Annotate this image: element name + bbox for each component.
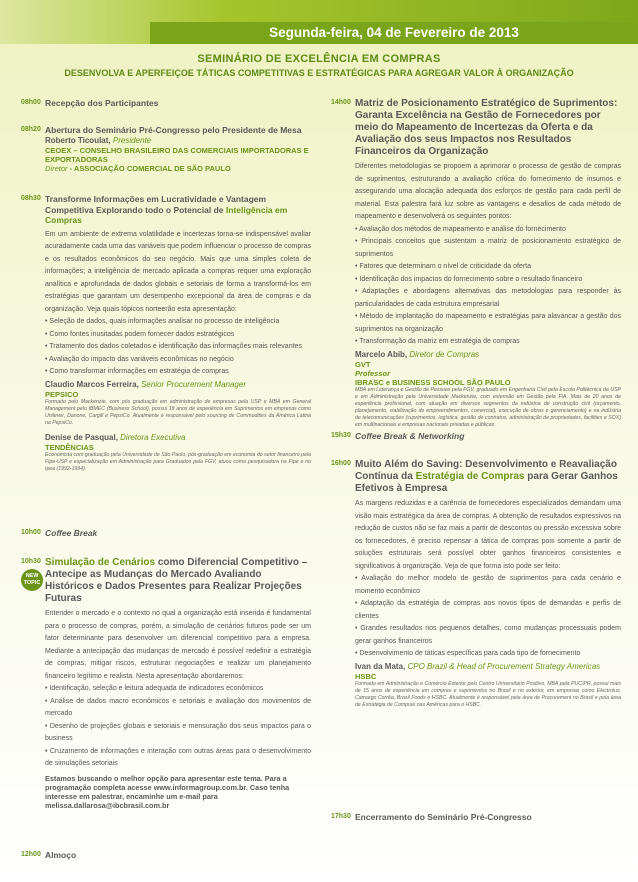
session-reception (21, 98, 311, 109)
session-title: Matriz de Posicionamento Estratégico de Suprimentos: Garanta Excelência na Gestão de Fornecedores por meio do Mapeamento de Incertezas da Oferta e da Avaliação dos seus Impactos nos Resultados Financeiros da Organização (355, 98, 618, 157)
bullet-item: • Principais conceitos que sustentam a matriz de posicionamento estratégico de suprimentos (355, 238, 621, 258)
session-time: 15h30 (331, 432, 351, 439)
bullet-item: • Método de implantação do mapeamento e estratégias para alavancar a gestão dos suprimentos na organização (355, 313, 621, 333)
speaker-name: Denise de Pasqual, (45, 432, 118, 442)
session-opening (21, 125, 311, 173)
bullet-item: • Cruzamento de informações e interação com outras áreas para o desenvolvimento de simulações setoriais (45, 747, 311, 767)
session-coffee-networking (331, 431, 621, 442)
bullet-item: • Como transformar informações em estratégia de compras (45, 368, 229, 375)
session-text: As margens reduzidas e a carência de fornecedores especializados demandam uma visão mais estratégica da área de compras. A obtenção de resultados expressivos na redução de custos não se faz mais a partir de descontos ou pressão excessiva sobre os fornecedores, é preciso repensar a tática de compras pois somente a partir de soluções estruturais será possível obter ganhos financeiros consistentes e significativos à organização. Veja de que forma isto pode ser feito: (355, 500, 621, 570)
bullet-item: • Identificação dos impactos do fornecimento sobre o resultado financeiro (355, 275, 583, 283)
speaker-name: Roberto Ticoulat, (45, 135, 111, 145)
badge-line-1: NEW (25, 573, 39, 579)
session-intelligence (21, 194, 311, 473)
session-description (355, 161, 621, 349)
speaker-role: Senior Procurement Manager (138, 379, 246, 389)
session-description (45, 608, 311, 771)
session-title: Abertura do Seminário Pré-Congresso pelo Presidente de Mesa (45, 125, 302, 135)
bullet-item: • Como fontes inusitadas podem fornecer dados estratégicos (45, 330, 235, 338)
session-title (355, 459, 621, 495)
session-time: 10h30 (21, 558, 41, 565)
session-time: 08h30 (21, 195, 41, 202)
session-title: Coffee Break & Networking (355, 431, 465, 441)
session-text: Entender o mercado e o contexto no qual a organização está inserida é fundamental para o processo de compras, porém, a simulação de cenários futuros pode ser um fator determinante para desenvolver um diferencial competitivo para a empresa. Mediante a antecipação das mudanças de mercado é possível redefinir a estratégia de compras, mitigar riscos, estruturar negociações e realizar um planejamento financeiro legítimo e realista. Nesta apresentação abordaremos: (45, 610, 311, 680)
session-description (355, 498, 621, 661)
speaker-organization: - ASSOCIAÇÃO COMERCIAL DE SÃO PAULO (69, 163, 231, 173)
session-time: 16h00 (331, 460, 351, 467)
speaker-role: CPO Brazil & Head of Procurement Strategy Americas (405, 661, 601, 671)
session-title-text-end: para Gerar Ganhos Efetivos à Empresa (355, 471, 618, 494)
session-lunch (21, 850, 311, 861)
session-text: Diferentes metodologias se propoem a aprimorar o processo de gestão de compras de suprimentos, estruturando a avaliação crítica do fornecimento de insumos e assegurando uma alocação adequada dos esforços de gestão para cada perfil de material. Esta palestra fará luz sobre as vantagens e desafios de cada método de mapeamento e desenvolverá os seguintes pontos: (355, 163, 621, 220)
speaker-organization-2: IBRASC e BUSINESS SCHOOL SÃO PAULO (355, 377, 511, 387)
speaker-line-2 (45, 164, 311, 173)
bullet-item: • Desenvolvimento de táticas específicas para cada tipo de fornecimento (355, 650, 581, 657)
session-title-text: Transforme Informações em Lucratividade e Vantagem Competitiva Explorando todo o Potencial de (45, 194, 267, 215)
session-title (45, 557, 311, 605)
session-title: Coffee Break (45, 528, 98, 538)
new-topic-badge (21, 569, 43, 591)
session-saving (331, 459, 621, 709)
speaker-organization: GVT (355, 359, 371, 369)
speaker-name: Ivan da Mata, (355, 661, 406, 671)
session-title-highlight: Inteligência em Compras (45, 204, 288, 225)
seminar-title: SEMINÁRIO DE EXCELÊNCIA EM COMPRAS (197, 53, 441, 65)
session-scenarios (21, 557, 311, 810)
session-title: Encerramento do Seminário Pré-Congresso (355, 812, 532, 822)
bullet-item: • Seleção de dados, quais informações analisar no processo de inteligência (45, 318, 280, 325)
session-text: Em um ambiente de extrema volatilidade e incertezas torna-se indispensável avaliar acuradamente cada uma das variáveis que podem influenciar o processo de compras e os resultados econômicos do seu negócio. Mais que uma simples coleta de informações; a inteligência de mercado aplicada a compras requer uma exploração analítica e aprofundada de dados globais e setoriais de forma a transformá-los em estratégias que garantam um desempenho excepcional da área de compras e da organização. Veja quais tópicos norteerão esta apresentação: (45, 230, 311, 313)
bullet-item: • Grandes resultados nos pequenos detalhes, como mudanças processuais podem gerar ganhos financeiros (355, 625, 621, 645)
session-time: 17h30 (331, 813, 351, 820)
session-title-highlight: Simulação de Cenários (45, 557, 156, 568)
bullet-item: • Desenho de projeções globais e setoriais e mensuração dos seus impactos para o business (45, 722, 311, 742)
speaker-line (355, 662, 621, 672)
speaker-role: Diretora Executiva (117, 432, 186, 442)
bullet-item: • Análise de dados macro econômicos e setoriais e avaliação dos movimentos de mercado (45, 697, 311, 717)
session-title: Recepção dos Participantes (45, 98, 159, 108)
session-time: 08h00 (21, 99, 41, 106)
speaker-line (45, 380, 311, 390)
session-time: 08h20 (21, 126, 41, 133)
session-description (45, 229, 311, 379)
bullet-item: • Adaptação da estratégia de compras aos novos tipos de demandas e perfis de clientes (355, 600, 621, 620)
speaker-organization: TENDÊNCIAS (45, 442, 94, 452)
session-matrix (331, 98, 621, 429)
session-title (45, 194, 311, 226)
bullet-item: • Adaptações e abordagens alternativas das metodologias para responder às particularidades de cada estrutura empresarial (355, 288, 621, 308)
session-time: 10h00 (21, 529, 41, 536)
session-title-highlight: Estratégia de Compras (415, 471, 525, 482)
speaker-line (45, 136, 311, 146)
seminar-subtitle: DESENVOLVA E APERFEIÇOE TÁTICAS COMPETITIVAS E ESTRATÉGICAS PARA AGREGAR VALOR À ORGANIZAÇÃO (64, 68, 574, 78)
speaker-role: Presidente (110, 135, 152, 145)
speaker-role: Diretor (45, 163, 68, 173)
session-title: Almoço (45, 850, 77, 860)
speaker-role-2: Professor (355, 368, 391, 378)
bullet-item: • Fatores que determinam o nível de criticidade da oferta (355, 263, 531, 270)
speaker-bio: Formado pelo Mackenzie, com pós graduação em administração de empresas pela USP e MBA em General Management pelo IBMEC (Business School), possui 18 anos de experiência em Suprimentos em empresas como Unilever, Danone, Cargill e PepsiCo. Atualmente é responsável pelo sourcing de Commodities da América Latina na PepsiCo. (45, 398, 311, 426)
session-note: Estamos buscando o melhor opção para apresentar este tema. Para a programação completa acesse www.informagroup.com.br. Caso tenha interesse em palestrar, encaminhe um e-mail para melissa.dallarosa@ibcbrasil.com.br (45, 773, 290, 810)
speaker-bio: Formado em Administração e Comércio Exterior pelo Centro Universitário Positivo, MBA pela PUC/PR, possui mais de 15 anos de experiência em compras e suprimentos no Brasil e no exterior, em empresas como Electrolux, Camargo Corrêa, Brasil Foods e HSBC. Atualmente é responsável pela área de Procurement no Brasil e pela área de Estratégia de Compras nas Américas para o HSBC. (355, 680, 621, 708)
session-time: 14h00 (331, 99, 351, 106)
session-closing (331, 812, 621, 823)
speaker-organization: HSBC (355, 671, 377, 681)
speaker-organization: PEPSICO (45, 389, 79, 399)
bullet-item: • Avaliação do melhor modelo de gestão de suprimentos para cada cenário e momento econômico (355, 575, 621, 595)
speaker-bio: Economista com graduação pela Universidade de São Paulo, pós-graduação em economia do setor financeiro pela Fipe-USP e especialização em Administração para Graduados pela FGV, atuou como pesquisadora na Fipe e no Ipea (1992-1994). (45, 451, 311, 472)
bullet-item: • Transformação da matriz em estratégia de compras (355, 338, 520, 345)
speaker-role: Diretor de Compras (407, 349, 480, 359)
session-title-text: como Diferencial Competitivo – Antecipe as Mudanças do Mercado Avaliando Históricos e Dados Presentes para Realizar Projeções Futuras (45, 557, 308, 604)
speaker-line (45, 433, 311, 443)
speaker-line (355, 350, 621, 360)
speaker-bio: MBA em Liderança e Gestão de Pessoas pela FGV, graduado em Engenharia Civil pela Escola Politécnica da USP e em Administração pela Universidade Mackenzie, com extensão em Gestão pela FIA. Mais de 20 anos de experiência profissional, com atuação em diversos segmentos da indústria de construção civil (orçamento, planejamento, viabilização de empreendimentos, comercial), execução de obras e gerenciamento) e na indústria de telecomunicações (suprimentos, logística, gestão de contratos, administração de propriedades, facilities e SOX) em multinacionais e empresas nacionais privadas e públicas. (355, 386, 621, 428)
session-time: 12h00 (21, 851, 41, 858)
date-banner: Segunda-feira, 04 de Fevereiro de 2013 (150, 22, 638, 44)
speaker-name: Claudio Marcos Ferreira, (45, 379, 139, 389)
session-title-text: Muito Além do Saving: Desenvolvimento e Reavaliação Contínua da (355, 459, 617, 482)
bullet-item: • Avaliação do impacto das variáveis econômicas no negócio (45, 355, 234, 363)
speaker-organization: CEOEX – CONSELHO BRASILEIRO DAS COMERCIAIS IMPORTADORAS E EXPORTADORAS (45, 145, 309, 164)
bullet-item: • Avaliação dos métodos de mapeamento e análise do fornecimento (355, 225, 566, 233)
speaker-name: Marcelo Abib, (355, 349, 408, 359)
bullet-item: • Identificação, seleção e leitura adequada de indicadores econômicos (45, 685, 264, 692)
session-coffee-break (21, 528, 311, 539)
bullet-item: • Tratamento dos dados coletados e identificação das informações mais relevantes (45, 343, 302, 350)
badge-line-2: TOPIC (23, 580, 41, 586)
